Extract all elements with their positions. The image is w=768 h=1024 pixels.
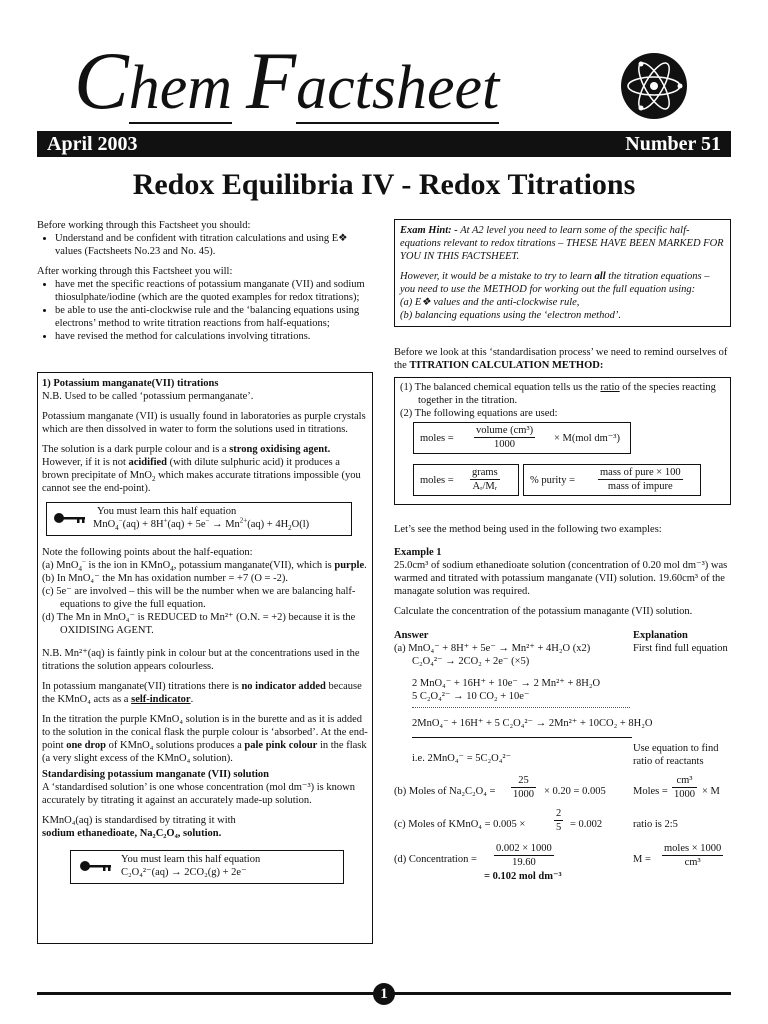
- key-title: You must learn this half equation: [97, 506, 237, 517]
- explanation: ratio is 2:5: [633, 819, 678, 830]
- atom-icon: [620, 52, 688, 120]
- note-a: (a) MnO$_4$− is the ion in KMnO$_4$, potassium manganate(VII), which is purple.: [42, 557, 367, 574]
- example-lead: Let’s see the method being used in the following two examples:: [394, 524, 662, 535]
- half-equation-box: [70, 850, 344, 884]
- hint-point-b: (b) balancing equations using the ‘electron method’.: [400, 310, 621, 321]
- moles-mass-formula: moles = grams Aᵣ/Mᵣ: [413, 464, 519, 496]
- divider: [412, 707, 630, 708]
- page-title: Redox Equilibria IV - Redox Titrations: [132, 168, 636, 201]
- calc-intro: Before we look at this ‘standardisation process’ we need to remind ourselves of the TITRATION CALCULATION METHOD:: [394, 347, 728, 371]
- key-icon: [79, 860, 113, 872]
- equation: 2 MnO₄⁻ + 16H⁺ + 10e⁻ → 2 Mn²⁺ + 8H₂O: [412, 678, 601, 689]
- paragraph: The solution is a dark purple colour and is a strong oxidising agent. However, if it is not acidified (with dilute sulphuric acid) it produces a brown precipitate of MnO$_2$ which makes accurate titrations impossible (you cannot see the end-point).: [42, 444, 361, 494]
- half-equation: $MnO_4^-(aq) + 8H^+(aq) + 5e^- \to Mn^{2+}(aq) + 4H_2O(l)$: [93, 516, 310, 533]
- paragraph-bold: sodium ethanedioate, Na₂C₂O₄, solution.: [42, 828, 222, 839]
- list-item: • have revised the method for calculations involving titrations.: [55, 330, 374, 343]
- note-b: (b) In MnO₄⁻ the Mn has oxidation number = +7 (O = -2).: [42, 573, 288, 584]
- section-manganate: [37, 372, 373, 944]
- intro-before: Before working through this Factsheet you should:: [37, 220, 251, 231]
- paragraph: N.B. Mn²⁺(aq) is faintly pink in colour but at the concentrations used in the titrations the solution appears colourless.: [42, 648, 360, 672]
- half-equation: C₂O₄²⁻(aq) → 2CO₂(g) + 2e⁻: [121, 867, 247, 878]
- logo-f: F: [246, 35, 297, 126]
- equation: C₂O₄²⁻ → 2CO₂ + 2e⁻ (×5): [412, 656, 530, 667]
- equation: 5 C₂O₄²⁻ → 10 CO₂ + 10e⁻: [412, 691, 530, 702]
- logo-c: C: [74, 35, 129, 126]
- explanation: M =: [633, 854, 651, 865]
- logo: [74, 35, 500, 126]
- issue-date: April 2003: [47, 133, 138, 155]
- section-heading: 1) Potassium manganate(VII) titrations: [42, 378, 219, 389]
- method-step-2: (2) The following equations are used:: [400, 408, 558, 419]
- hint-point-a: (a) E❖ values and the anti-clockwise rule,: [400, 297, 580, 308]
- purity-formula: % purity = mass of pure × 100 mass of impure: [523, 464, 701, 496]
- equation: (a) MnO₄⁻ + 8H⁺ + 5e⁻ → Mn²⁺ + 4H₂O (x2): [394, 643, 591, 654]
- step-d: (d) Concentration =: [394, 854, 477, 865]
- explanation: First find full equation: [633, 643, 728, 654]
- answer-heading: Answer: [394, 630, 429, 641]
- nb-text: N.B. Used to be called ‘potassium permanganate’.: [42, 391, 254, 402]
- example-task: Calculate the concentration of the potassium managante (VII) solution.: [394, 606, 693, 617]
- example-answer: Answer Explanation (a) MnO₄⁻ + 8H⁺ + 5e⁻ → Mn²⁺ + 4H₂O (x2) First find full equation C₂O₄²⁻ → 2CO₂ + 2e⁻ (×5) 2 MnO₄⁻ + 16H⁺ + 10e⁻ → 2 Mn²⁺ + 8H₂O 5 C₂O₄²⁻ → 10 CO₂ + 10e⁻ 2MnO₄⁻ + 16H⁺ + 5 C₂O₄²⁻ → 2Mn²⁺ + 10CO₂ + 8H₂O i.e. 2MnO₄⁻ = 5C₂O₄²⁻ Use equation to find ratio of reactants (b) Moles of Na₂C₂O₄ = $\frac{25}{1000}$ × 0.20 = 0.005 Moles = $\frac{\text{cm³}}{1000}$ × M (c) Moles of KMnO₄ = 0.005 × $\frac{2}{5}$ = 0.002 ratio is 2:5 (d) Concentration = $\frac{0.002 \times 1000}{19.60}$ = 0.102 mol dm⁻³ M = moles × 1000 cm³: [394, 629, 731, 889]
- explanation: Use equation to find ratio of reactants: [633, 743, 719, 767]
- key-icon: [53, 512, 87, 524]
- calc-method-box: [394, 377, 731, 505]
- issue-number: Number 51: [625, 133, 721, 155]
- equation: 2MnO₄⁻ + 16H⁺ + 5 C₂O₄²⁻ → 2Mn²⁺ + 10CO₂ + 8H₂O: [412, 718, 653, 729]
- half-equation-box: [46, 502, 352, 536]
- hint-label: Exam Hint: -: [400, 225, 458, 236]
- subheading: Standardising potassium manganate (VII) solution: [42, 769, 269, 780]
- issue-banner: [37, 131, 731, 157]
- page-number: 1: [373, 983, 395, 1005]
- ratio: i.e. 2MnO₄⁻ = 5C₂O₄²⁻: [412, 753, 512, 764]
- example-heading: Example 1: [394, 547, 442, 558]
- example-1: [394, 523, 731, 627]
- result: = 0.102 mol dm⁻³: [484, 871, 562, 882]
- logo-actsheet: actsheet: [296, 54, 500, 122]
- method-step-1: (1) The balanced chemical equation tells us the ratio of the species reacting together in the titration.: [400, 382, 716, 406]
- note-c: (c) 5e⁻ are involved – this will be the number when we are balancing half-equations to give the full equation.: [42, 586, 356, 610]
- exam-hint-box: Exam Hint: - At A2 level you need to learn some of the specific half-equations relevant to redox titrations – THESE HAVE BEEN MARKED FOR YOU IN THIS FACTSHEET. However, it would be a mistake to try to learn all the titration equations – you need to use the METHOD for working out the full equation using: (a) E❖ values and the anti-clockwise rule, (b) balancing equations using the ‘electron method’.: [394, 219, 731, 327]
- intro: [37, 219, 374, 350]
- paragraph: In the titration the purple KMnO₄ solution is in the burette and as it is added to the solution in the conical flask the purple colour is ‘absorbed’. At the end-point one drop of KMnO₄ solutions produces a pale pink colour in the flask (a very slight excess of the KMnO₄ solution).: [42, 714, 368, 764]
- intro-after: After working through this Factsheet you will:: [37, 266, 233, 277]
- paragraph: Potassium manganate (VII) is usually found in laboratories as purple crystals which are then dissolved in water to form the solutions used in titrations.: [42, 411, 366, 435]
- paragraph: In potassium manganate(VII) titrations there is no indicator added because the KMnO₄ acts as a self-indicator.: [42, 681, 362, 705]
- list-item: • be able to use the anti-clockwise rule and the ‘balancing equations using electrons’ method to write titration reactions from half-equations;: [55, 304, 374, 330]
- moles-volume-formula: moles = volume (cm³) 1000 × M(mol dm⁻³): [413, 422, 631, 454]
- paragraph: KMnO₄(aq) is standardised by titrating it with: [42, 815, 236, 826]
- notes-heading: Note the following points about the half-equation:: [42, 547, 253, 558]
- key-title: You must learn this half equation: [121, 854, 261, 865]
- note-d: (d) The Mn in MnO₄⁻ is REDUCED to Mn²⁺ (O.N. = +2) because it is the OXIDISING AGENT.: [42, 612, 356, 636]
- paragraph: A ‘standardised solution’ is one whose concentration (mol dm⁻³) is known accurately by titrating it against an accurately made-up solution.: [42, 782, 355, 806]
- divider: [412, 737, 632, 738]
- step-b: (b) Moles of Na₂C₂O₄ =: [394, 786, 496, 797]
- example-question: 25.0cm³ of sodium ethanedioate solution (concentration of 0.20 mol dm⁻³) was warmed and titrated with potassium manganate (VII) solution. 19.60cm³ of the managate solution was required.: [394, 560, 728, 597]
- explanation-heading: Explanation: [633, 630, 688, 641]
- step-c: (c) Moles of KMnO₄ = 0.005 ×: [394, 819, 526, 830]
- list-item: • Understand and be confident with titration calculations and using E❖ values (Factsheets No.23 and No. 45).: [55, 232, 374, 258]
- list-item: • have met the specific reactions of potassium manganate (VII) and sodium thiosulphate/iodine (which are the quoted examples for redox titrations);: [55, 278, 374, 304]
- explanation: Moles =: [633, 786, 668, 797]
- logo-hem: hem: [128, 54, 232, 122]
